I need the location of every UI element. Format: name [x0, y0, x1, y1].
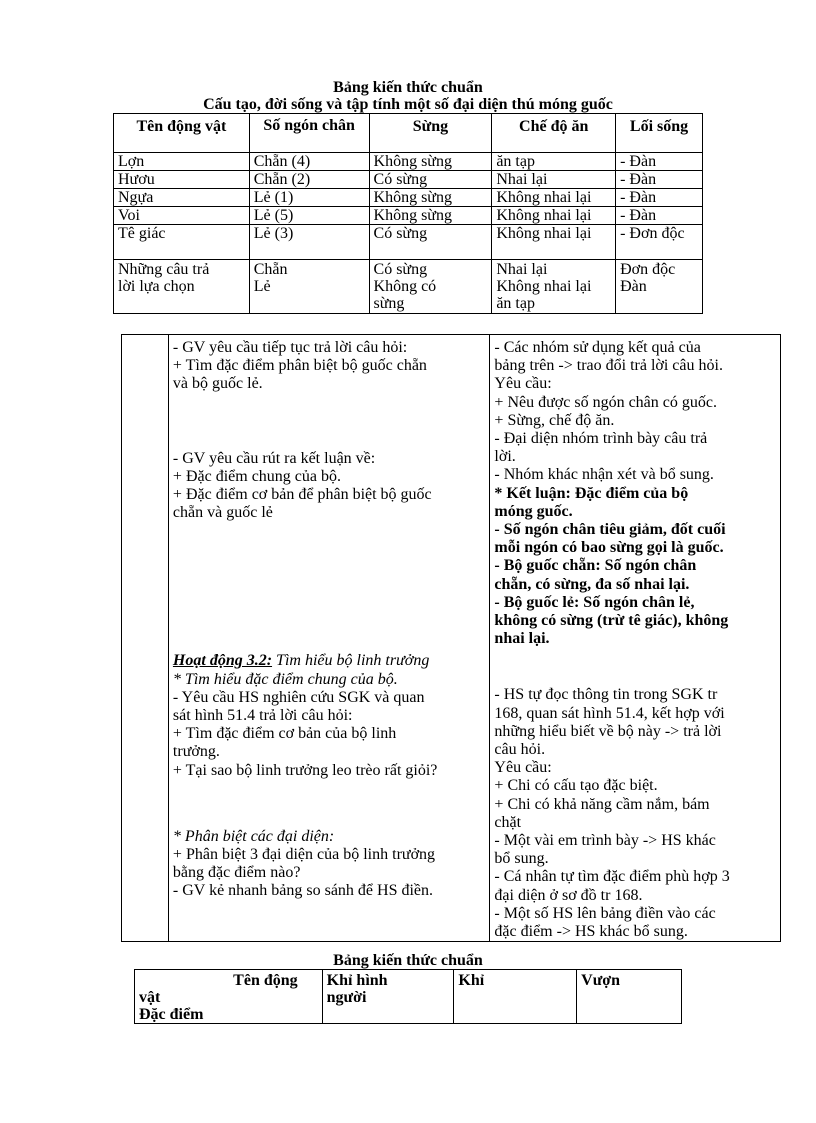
line: + Tại sao bộ linh trưởng leo trèo rất giỏi?: [172, 761, 438, 779]
cell: Có sừng: [369, 171, 492, 189]
table1-title: Bảng kiến thức chuẩn: [333, 79, 483, 96]
table1-header-row: [114, 114, 703, 153]
line: sừng: [373, 295, 405, 312]
cell: [249, 260, 369, 314]
line: - Cá nhân tự tìm đặc điểm phù hợp 3: [494, 868, 730, 886]
header-khi: Khỉ: [454, 970, 577, 1024]
line: Chẵn: [253, 261, 288, 278]
line: chẵn và guốc lẻ: [172, 504, 273, 522]
conclusion-line: - Bộ guốc chẵn: Số ngón chân: [494, 557, 697, 575]
line: - Yêu cầu HS nghiên cứu SGK và quan: [172, 688, 425, 706]
line: 168, quan sát hình 51.4, kết hợp với: [494, 704, 725, 722]
table-row: [114, 171, 703, 189]
cell: Không sừng: [369, 153, 492, 171]
line: đặc điểm -> HS khác bổ sung.: [494, 923, 688, 941]
table-row-summary: [114, 260, 703, 314]
line: - GV yêu cầu tiếp tục trả lời câu hỏi:: [172, 339, 408, 356]
line: Yêu cầu:: [494, 759, 552, 777]
cell: - Đàn: [616, 171, 703, 189]
line: + Chi có cấu tạo đặc biệt.: [494, 777, 658, 795]
header-khi-hinh-nguoi: [322, 970, 454, 1024]
line: lời.: [494, 448, 516, 466]
activity-table: [121, 334, 781, 942]
line: Không có: [373, 278, 437, 295]
cell: Không nhai lại: [492, 207, 616, 225]
table2-header-row: [135, 970, 682, 1024]
spacer: [173, 522, 486, 652]
line: ăn tạp: [496, 295, 535, 312]
line: trưởng.: [172, 743, 220, 761]
cell-student: [490, 335, 781, 942]
activity-row: [122, 335, 781, 942]
cell: [114, 260, 250, 314]
conclusion-line: chẵn, có sừng, đa số nhai lại.: [494, 575, 690, 593]
spacer: [173, 394, 486, 450]
cell: - Đàn: [616, 153, 703, 171]
cell: Chẵn (4): [249, 153, 369, 171]
line: - GV kẻ nhanh bảng so sánh để HS điền.: [172, 882, 434, 900]
corner-cell: [135, 970, 323, 1024]
cell: [616, 260, 703, 314]
cell-teacher: [168, 335, 490, 942]
line: chặt: [494, 813, 522, 831]
line: + Nêu được số ngón chân có guốc.: [494, 393, 717, 411]
cell-blank: [122, 335, 169, 942]
cell: Không sừng: [369, 207, 492, 225]
cell: ăn tạp: [492, 153, 616, 171]
line: đại diện ở sơ đồ tr 168.: [494, 886, 643, 904]
sub-heading: * Tìm hiểu đặc điểm chung của bộ.: [172, 670, 398, 688]
line: những hiểu biết về bộ này -> trả lời: [494, 722, 722, 740]
table2-title: Bảng kiến thức chuẩn: [333, 952, 483, 969]
cell: Tê giác: [114, 225, 250, 260]
cell: [369, 260, 492, 314]
table1-subtitle: Cấu tạo, đời sống và tập tính một số đại diện thú móng guốc: [203, 96, 613, 113]
spacer: [173, 780, 486, 828]
line: Không nhai lại: [496, 278, 592, 295]
line: - Đại diện nhóm trình bày câu trả: [494, 430, 708, 448]
line: + Chi có khả năng cầm nắm, bám: [494, 795, 710, 813]
cell: - Đàn: [616, 189, 703, 207]
line: Khỉ hình: [326, 972, 388, 989]
line: + Đặc điểm chung của bộ.: [172, 467, 341, 485]
primate-table: [134, 969, 682, 1024]
line: và bộ guốc lẻ.: [172, 375, 263, 393]
cell: Không nhai lại: [492, 189, 616, 207]
line: - Một số HS lên bảng điền vào các: [494, 904, 716, 922]
line: lời lựa chọn: [118, 278, 195, 295]
header-vuon: Vượn: [577, 970, 682, 1024]
table-row: [114, 189, 703, 207]
line: Có sừng: [373, 261, 428, 278]
table-row: [114, 153, 703, 171]
sub-heading-2: * Phân biệt các đại diện:: [172, 827, 335, 845]
cell: Lẻ (3): [249, 225, 369, 260]
line: Lẻ: [253, 278, 271, 295]
line: - Các nhóm sử dụng kết quả của: [494, 339, 701, 356]
line: + Sừng, chế độ ăn.: [494, 411, 615, 429]
line: - Một vài em trình bày -> HS khác: [494, 832, 716, 850]
cell: - Đơn độc: [616, 225, 703, 260]
line: + Đặc điểm cơ bản để phân biệt bộ guốc: [172, 486, 432, 504]
conclusion-line: nhai lại.: [494, 630, 550, 648]
conclusion-line: - Bộ guốc lẻ: Số ngón chân lẻ,: [494, 593, 695, 611]
line: bảng trên -> trao đổi trả lời câu hỏi.: [494, 357, 723, 375]
header-ten-dong-vat: Tên động vật: [114, 114, 250, 153]
cell: [492, 260, 616, 314]
header-loi-song: Lối sống: [616, 114, 703, 153]
header-sung: Sừng: [369, 114, 492, 153]
table-row: [114, 225, 703, 260]
cell: Chẵn (2): [249, 171, 369, 189]
heading-text: Tìm hiểu bộ linh trưởng: [272, 652, 430, 670]
conclusion-line: không có sừng (trừ tê giác), không: [494, 612, 729, 630]
table-row: [114, 207, 703, 225]
cell: Voi: [114, 207, 250, 225]
line: câu hỏi.: [494, 741, 546, 759]
spacer: [494, 648, 776, 686]
header-che-do-an: Chế độ ăn: [492, 114, 616, 153]
line: bổ sung.: [494, 850, 549, 868]
header-so-ngon-chan: Số ngón chân: [249, 114, 369, 153]
line: Những câu trả: [118, 261, 210, 278]
cell: Nhai lại: [492, 171, 616, 189]
conclusion-line: mỗi ngón có bao sừng gọi là guốc.: [494, 539, 724, 557]
corner-mid: vật: [139, 989, 161, 1006]
corner-top: Tên động: [233, 972, 298, 989]
cell: Ngựa: [114, 189, 250, 207]
line: người: [326, 989, 367, 1006]
activity-heading: [173, 652, 486, 670]
cell: Hươu: [114, 171, 250, 189]
cell: Lẻ (1): [249, 189, 369, 207]
cell: - Đàn: [616, 207, 703, 225]
heading-label: Hoạt động 3.2:: [172, 652, 273, 670]
conclusion-line: * Kết luận: Đặc điểm của bộ: [494, 484, 689, 502]
line: + Phân biệt 3 đại diện của bộ linh trưởng: [172, 846, 436, 864]
line: bằng đặc điểm nào?: [172, 864, 301, 882]
line: sát hình 51.4 trả lời câu hỏi:: [172, 707, 353, 725]
line: + Tìm đặc điểm phân biệt bộ guốc chẵn: [172, 357, 427, 375]
corner-bottom: Đặc điểm: [139, 1006, 204, 1023]
line: Đàn: [620, 278, 647, 295]
line: Đơn độc: [620, 261, 676, 278]
animal-table: [113, 113, 703, 314]
conclusion-line: - Số ngón chân tiêu giảm, đốt cuối: [494, 521, 726, 539]
line: + Tìm đặc điểm cơ bản của bộ linh: [172, 725, 397, 743]
conclusion-line: móng guốc.: [494, 502, 573, 520]
line: Nhai lại: [496, 261, 548, 278]
line: - Nhóm khác nhận xét và bổ sung.: [494, 466, 714, 484]
line: - HS tự đọc thông tin trong SGK tr: [494, 686, 718, 704]
line: - GV yêu cầu rút ra kết luận về:: [172, 449, 376, 467]
cell: Lợn: [114, 153, 250, 171]
cell: Lẻ (5): [249, 207, 369, 225]
cell: Không sừng: [369, 189, 492, 207]
cell: Có sừng: [369, 225, 492, 260]
cell: Không nhai lại: [492, 225, 616, 260]
line: Yêu cầu:: [494, 375, 552, 393]
